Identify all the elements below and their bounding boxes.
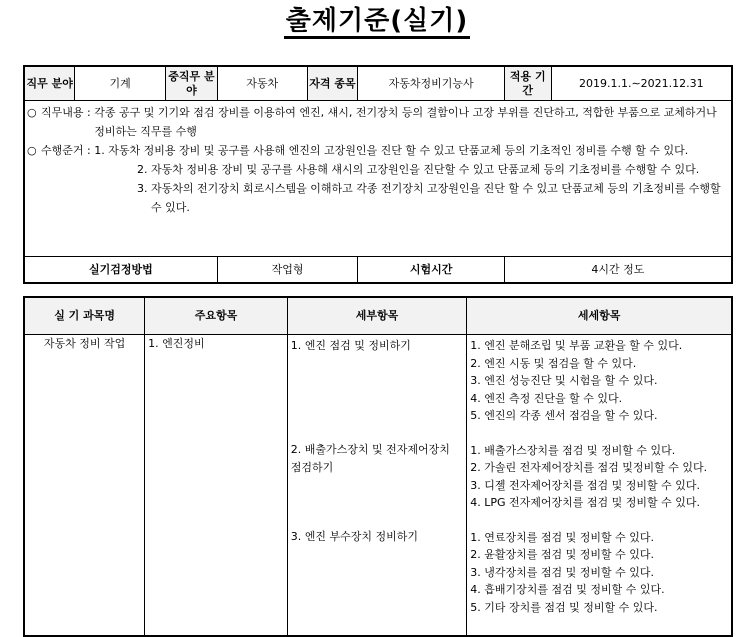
detail-item: 2. 윤활장치를 점검 및 정비할 수 있다. bbox=[470, 548, 654, 561]
detail-block bbox=[470, 529, 728, 617]
perf-item: 1. 자동차 정비용 장비 및 공구를 사용해 엔진의 고장원인을 진단 할 수 있고 단품교체 등의 기초적인 정비를 수행 할 수 있다. bbox=[94, 144, 689, 157]
detail-block bbox=[470, 337, 728, 425]
sub-item: 2. 배출가스장치 및 전자제어장치 점검하기 bbox=[290, 443, 450, 474]
performance-criteria bbox=[27, 141, 727, 160]
method-label: 실기검정방법 bbox=[24, 257, 217, 284]
period-label: 적용 기간 bbox=[504, 66, 551, 101]
sub-field-label: 중직무 분야 bbox=[166, 66, 218, 101]
detail-item: 2. 가솔린 전자제어장치를 점검 및정비할 수 있다. bbox=[470, 461, 708, 474]
duty-heading: 직무내용 : bbox=[41, 106, 91, 119]
document-title: 출제기준(실기) bbox=[0, 6, 754, 39]
sub-item: 1. 엔진 점검 및 정비하기 bbox=[290, 339, 411, 352]
detail-item: 3. 냉각장치를 점검 및 정비할 수 있다. bbox=[470, 565, 654, 579]
job-field-label: 직무 분야 bbox=[24, 66, 75, 101]
criteria-detail-table bbox=[23, 296, 733, 637]
detail-item: 1. 연료장치를 점검 및 정비할 수 있다. bbox=[470, 530, 654, 544]
job-field-value: 기계 bbox=[75, 66, 166, 101]
col-header-sub: 세부항목 bbox=[287, 297, 466, 335]
time-value: 4시간 정도 bbox=[504, 257, 732, 284]
sub-items-cell bbox=[287, 335, 466, 637]
period-value: 2019.1.1.∼2021.12.31 bbox=[551, 66, 732, 101]
qualification-value: 자동차정비기능사 bbox=[358, 66, 504, 101]
detail-item: 4. 흡배기장치를 점검 및 정비할 수 있다. bbox=[470, 583, 665, 596]
perf-heading: 수행준거 : bbox=[41, 144, 91, 157]
time-label: 시험시간 bbox=[358, 257, 504, 284]
job-description bbox=[24, 101, 732, 257]
col-header-main: 주요항목 bbox=[145, 297, 288, 335]
perf-item: 3. 자동차의 전기장치 회로시스템을 이해하고 각종 전기장치 고장원인을 진단 할 수 있고 단품교체 등의 기초정비를 수행할 수 있다. bbox=[137, 182, 721, 214]
detail-item: 5. 엔진의 각종 센서 점검을 할 수 있다. bbox=[470, 409, 658, 422]
detail-item: 1. 배출가스장치를 점검 및 정비할 수 있다. bbox=[470, 443, 676, 457]
sub-item: 3. 엔진 부수장치 정비하기 bbox=[290, 530, 419, 543]
detail-block bbox=[470, 442, 728, 512]
duty-text: 각종 공구 및 기기와 점검 장비를 이용하여 엔진, 섀시, 전기장치 등의 결함이나 고장 부위를 진단하고, 적합한 부품으로 교체하거나 정비하는 직무를 수행 bbox=[94, 106, 717, 138]
qualification-info-table bbox=[23, 65, 733, 284]
qualification-label: 자격 종목 bbox=[307, 66, 358, 101]
duty-line bbox=[27, 103, 727, 141]
main-item-cell: 1. 엔진정비 bbox=[145, 335, 288, 637]
detail-item: 5. 기타 장치를 점검 및 정비할 수 있다. bbox=[470, 600, 658, 614]
detail-item: 2. 엔진 시동 및 점검을 할 수 있다. bbox=[470, 356, 637, 370]
sub-field-value: 자동차 bbox=[217, 66, 307, 101]
detail-item: 3. 디젤 전자제어장치를 점검 및 정비할 수 있다. bbox=[470, 478, 700, 492]
perf-marker: ○ bbox=[27, 144, 37, 157]
detail-item: 3. 엔진 성능진단 및 시험을 할 수 있다. bbox=[470, 374, 658, 387]
subject-cell: 자동차 정비 작업 bbox=[24, 335, 145, 637]
detail-item: 1. 엔진 분해조립 및 부품 교환을 할 수 있다. bbox=[470, 339, 683, 352]
col-header-subject: 실 기 과목명 bbox=[24, 297, 145, 335]
detail-items-cell bbox=[467, 335, 732, 637]
detail-item: 4. 엔진 측정 진단을 할 수 있다. bbox=[470, 391, 623, 405]
col-header-detail: 세세항목 bbox=[467, 297, 732, 335]
method-value: 작업형 bbox=[217, 257, 358, 284]
perf-item: 2. 자동차 정비용 장비 및 공구를 사용해 섀시의 고장원인을 진단할 수 있고 단품교체 등의 기초정비를 수행할 수 있다. bbox=[137, 163, 700, 176]
detail-item: 4. LPG 전자제어장치를 점검 및 정비할 수 있다. bbox=[470, 496, 701, 509]
duty-marker: ○ bbox=[27, 106, 37, 119]
